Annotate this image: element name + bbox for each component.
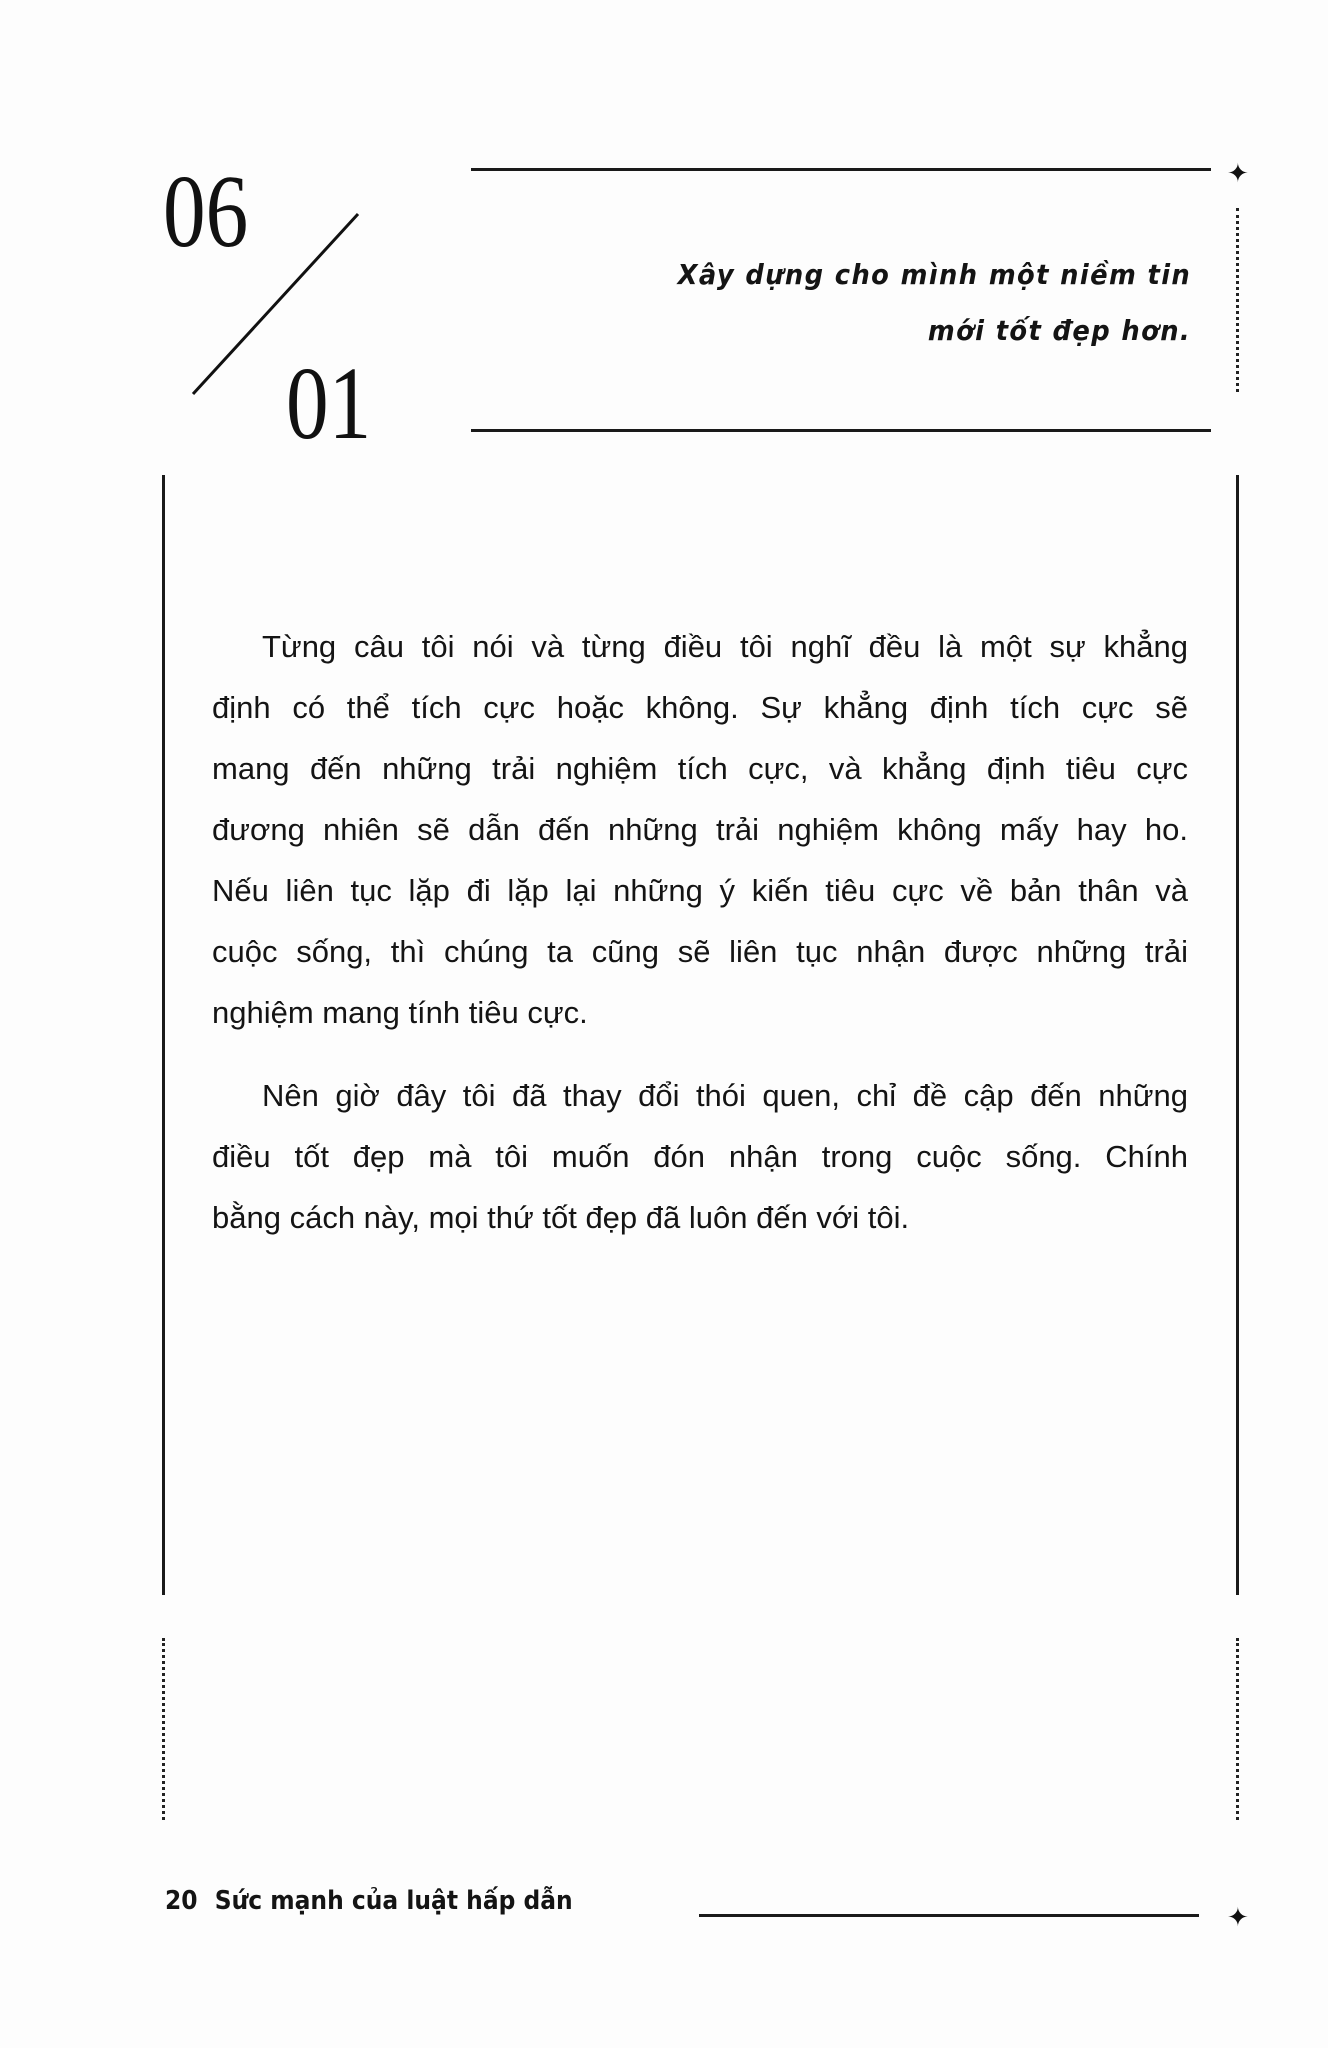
frame-left-rule (162, 475, 165, 1595)
body-line: Nếu liên tục lặp đi lặp lại những ý kiến tiêu cực về bản thân và (212, 873, 1188, 908)
body-line: định có thể tích cực hoặc không. Sự khẳng định tích cực sẽ (212, 690, 1188, 725)
body-line: Nên giờ đây tôi đã thay đổi thói quen, chỉ đề cập đến những (262, 1078, 1188, 1113)
footer-rule (699, 1914, 1199, 1917)
lower-left-dotted-rule (162, 1638, 165, 1820)
book-title: Sức mạnh của luật hấp dẫn (214, 1886, 573, 1916)
header-dotted-rule (1236, 208, 1239, 392)
body-line: đương nhiên sẽ dẫn đến những trải nghiệm không mấy hay ho. (212, 812, 1188, 847)
body-line: nghiệm mang tính tiêu cực. (212, 995, 588, 1030)
page-footer (165, 1886, 573, 1916)
chapter-subtitle-line1: Xây dựng cho mình một niềm tin (677, 258, 1191, 291)
chapter-number-bottom: 01 (286, 346, 372, 461)
header-top-rule (471, 168, 1211, 171)
body-line: mang đến những trải nghiệm tích cực, và khẳng định tiêu cực (212, 751, 1188, 786)
header-bottom-rule (471, 429, 1211, 432)
body-line: cuộc sống, thì chúng ta cũng sẽ liên tục nhận được những trải (212, 934, 1188, 969)
page-number: 20 (165, 1886, 198, 1916)
chapter-number-top: 06 (163, 154, 249, 269)
star-icon: ✦ (1227, 1902, 1249, 1932)
body-line: điều tốt đẹp mà tôi muốn đón nhận trong cuộc sống. Chính (212, 1139, 1188, 1174)
body-line: bằng cách này, mọi thứ tốt đẹp đã luôn đến với tôi. (212, 1200, 910, 1235)
lower-right-dotted-rule (1236, 1638, 1239, 1820)
body-line: Từng câu tôi nói và từng điều tôi nghĩ đều là một sự khẳng (262, 629, 1188, 664)
frame-right-rule (1236, 475, 1239, 1595)
star-icon: ✦ (1227, 158, 1249, 188)
chapter-subtitle-line2: mới tốt đẹp hơn. (927, 314, 1191, 347)
